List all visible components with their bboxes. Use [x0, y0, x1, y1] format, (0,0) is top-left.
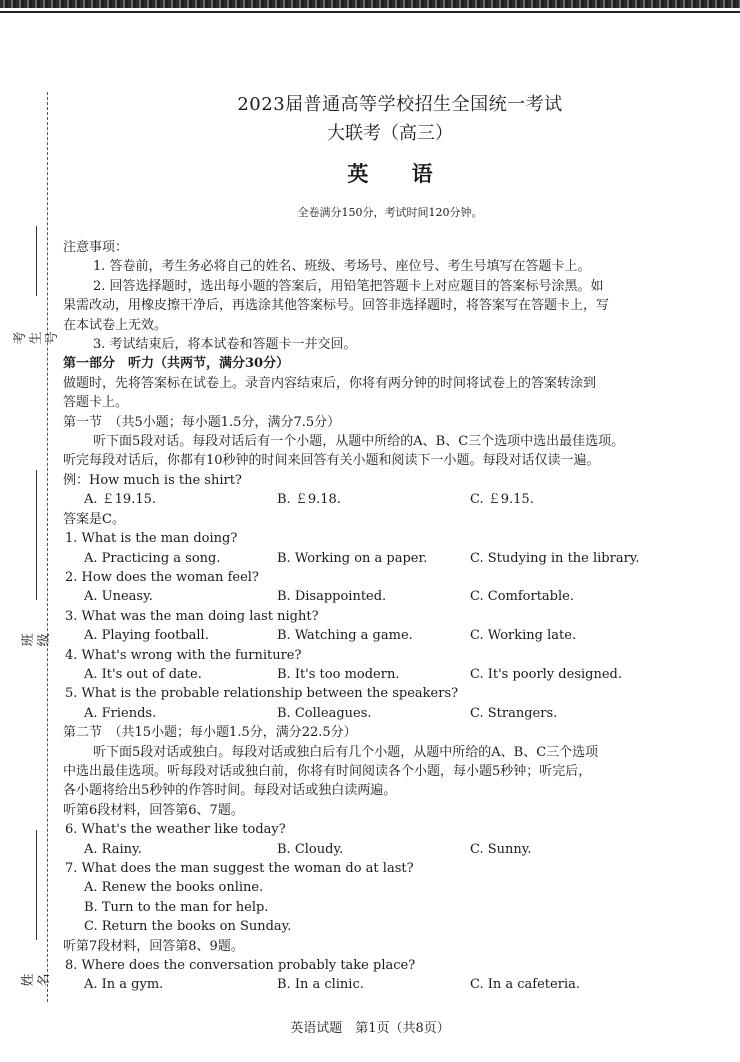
option-c: C. Studying in the library. [470, 550, 640, 566]
option-c: C. Working late. [470, 628, 577, 644]
exam-subtitle: 大联考（高三） [327, 123, 453, 144]
example-question: 例：How much is the shirt? [63, 472, 242, 488]
question-4: 4. What's wrong with the furniture? [65, 647, 302, 663]
section1-directions-cont: 听完每段对话后，你都有10秒钟的时间来回答有关小题和阅读下一小题。每段对话仅读一遍。 [63, 453, 600, 469]
question-2: 2. How does the woman feel? [65, 569, 259, 585]
example-option-c: C. ￡9.15. [470, 492, 534, 508]
section2-directions-end: 各小题将给出5秒钟的作答时间。每段对话或独白读两遍。 [63, 783, 397, 799]
question-7: 7. What does the man suggest the woman do at last? [65, 861, 414, 876]
option-b: B. Disappointed. [277, 589, 387, 605]
exam-body [63, 238, 728, 995]
question-1-options [63, 549, 728, 568]
question-4-options [63, 665, 728, 684]
side-label-class: 班级 [21, 633, 52, 647]
option-a: A. Uneasy. [84, 589, 153, 605]
option-a: A. In a gym. [84, 977, 164, 993]
example-options [63, 490, 728, 509]
notice-item-1: 1. 答卷前，考生务必将自己的姓名、班级、考场号、座位号、考生号填写在答题卡上。 [93, 259, 591, 275]
notice-heading: 注意事项： [63, 240, 129, 255]
example-option-b: B. ￡9.18. [277, 492, 341, 508]
section2-heading: 第二节 （共15小题；每小题1.5分，满分22.5分） [63, 725, 357, 741]
option-c: C. Comfortable. [470, 589, 574, 605]
option-b: B. Working on a paper. [277, 550, 428, 566]
question-5-options [63, 704, 728, 723]
option-a: A. Friends. [84, 705, 157, 721]
top-scan-band [0, 0, 740, 8]
class-fill-line [36, 470, 37, 600]
notice-item-3: 3. 考试结束后，将本试卷和答题卡一并交回。 [93, 337, 357, 353]
part1-instruction: 做题时，先将答案标在试卷上。录音内容结束后，你将有两分钟的时间将试卷上的答案转涂到 [63, 375, 597, 391]
material-7-note: 听第7段材料，回答第8、9题。 [63, 938, 244, 954]
question-1: 1. What is the man doing? [65, 531, 238, 547]
binding-line [47, 92, 48, 1002]
material-6-note: 听第6段材料，回答第6、7题。 [63, 802, 244, 818]
question-8: 8. Where does the conversation probably take place? [65, 958, 416, 974]
option-c: C. In a cafeteria. [470, 977, 580, 993]
question-6-options [63, 840, 728, 859]
question-3: 3. What was the man doing last night? [65, 608, 319, 624]
option-c: C. It's poorly designed. [470, 666, 622, 682]
option-a: A. Renew the books online. [84, 880, 264, 896]
option-a: A. Practicing a song. [84, 550, 221, 566]
question-3-options [63, 626, 728, 645]
question-6: 6. What's the weather like today? [65, 822, 286, 838]
question-8-options [63, 975, 728, 994]
notice-item-2-end: 在本试卷上无效。 [63, 317, 168, 333]
score-info: 全卷满分150分，考试时间120分钟。 [297, 206, 483, 219]
option-c: C. Return the books on Sunday. [84, 919, 292, 935]
name-fill-line [36, 830, 37, 940]
section2-directions-cont: 中选出最佳选项。听每段对话或独白前，你将有时间阅读各个小题，每小题5秒钟；听完后， [63, 763, 592, 779]
exam-number-fill-line [36, 226, 37, 296]
question-2-options [63, 587, 728, 606]
option-b: B. Colleagues. [277, 705, 372, 721]
example-answer: 答案是C。 [63, 511, 125, 527]
exam-title: 2023届普通高等学校招生全国统一考试 [237, 94, 563, 115]
option-b: B. In a clinic. [277, 977, 364, 993]
notice-item-2: 2. 回答选择题时，选出每小题的答案后，用铅笔把答题卡上对应题目的答案标号涂黑。如 [93, 278, 604, 294]
option-b: B. Watching a game. [277, 628, 413, 644]
option-a: A. Rainy. [84, 841, 142, 857]
page-footer: 英语试题 第1页（共8页） [290, 1021, 450, 1036]
option-a: A. Playing football. [84, 628, 209, 644]
option-a: A. It's out of date. [84, 666, 202, 682]
section2-directions: 听下面5段对话或独白。每段对话或独白后有几个小题，从题中所给的A、B、C三个选项 [93, 744, 599, 760]
subject-title: 英 语 [347, 162, 451, 186]
option-c: C. Strangers. [470, 705, 558, 721]
side-label-exam-number: 考生号 [13, 331, 60, 345]
option-c: C. Sunny. [470, 841, 532, 857]
example-option-a: A. ￡19.15. [84, 492, 157, 508]
side-label-name: 姓名 [21, 973, 52, 987]
notice-item-2-cont: 果需改动，用橡皮擦干净后，再选涂其他答案标号。回答非选择题时，将答案写在答题卡上，写 [63, 298, 610, 314]
option-b: B. It's too modern. [277, 666, 400, 682]
part1-heading: 第一部分 听力（共两节，满分30分） [63, 356, 290, 372]
part1-instruction-cont: 答题卡上。 [63, 395, 129, 411]
option-b: B. Cloudy. [277, 841, 344, 857]
section1-directions: 听下面5段对话。每段对话后有一个小题，从题中所给的A、B、C三个选项中选出最佳选项。 [93, 434, 625, 450]
section1-heading: 第一节 （共5小题；每小题1.5分，满分7.5分） [63, 414, 341, 430]
top-rule [0, 11, 740, 13]
option-b: B. Turn to the man for help. [84, 899, 269, 915]
question-5: 5. What is the probable relationship between the speakers? [65, 686, 459, 702]
